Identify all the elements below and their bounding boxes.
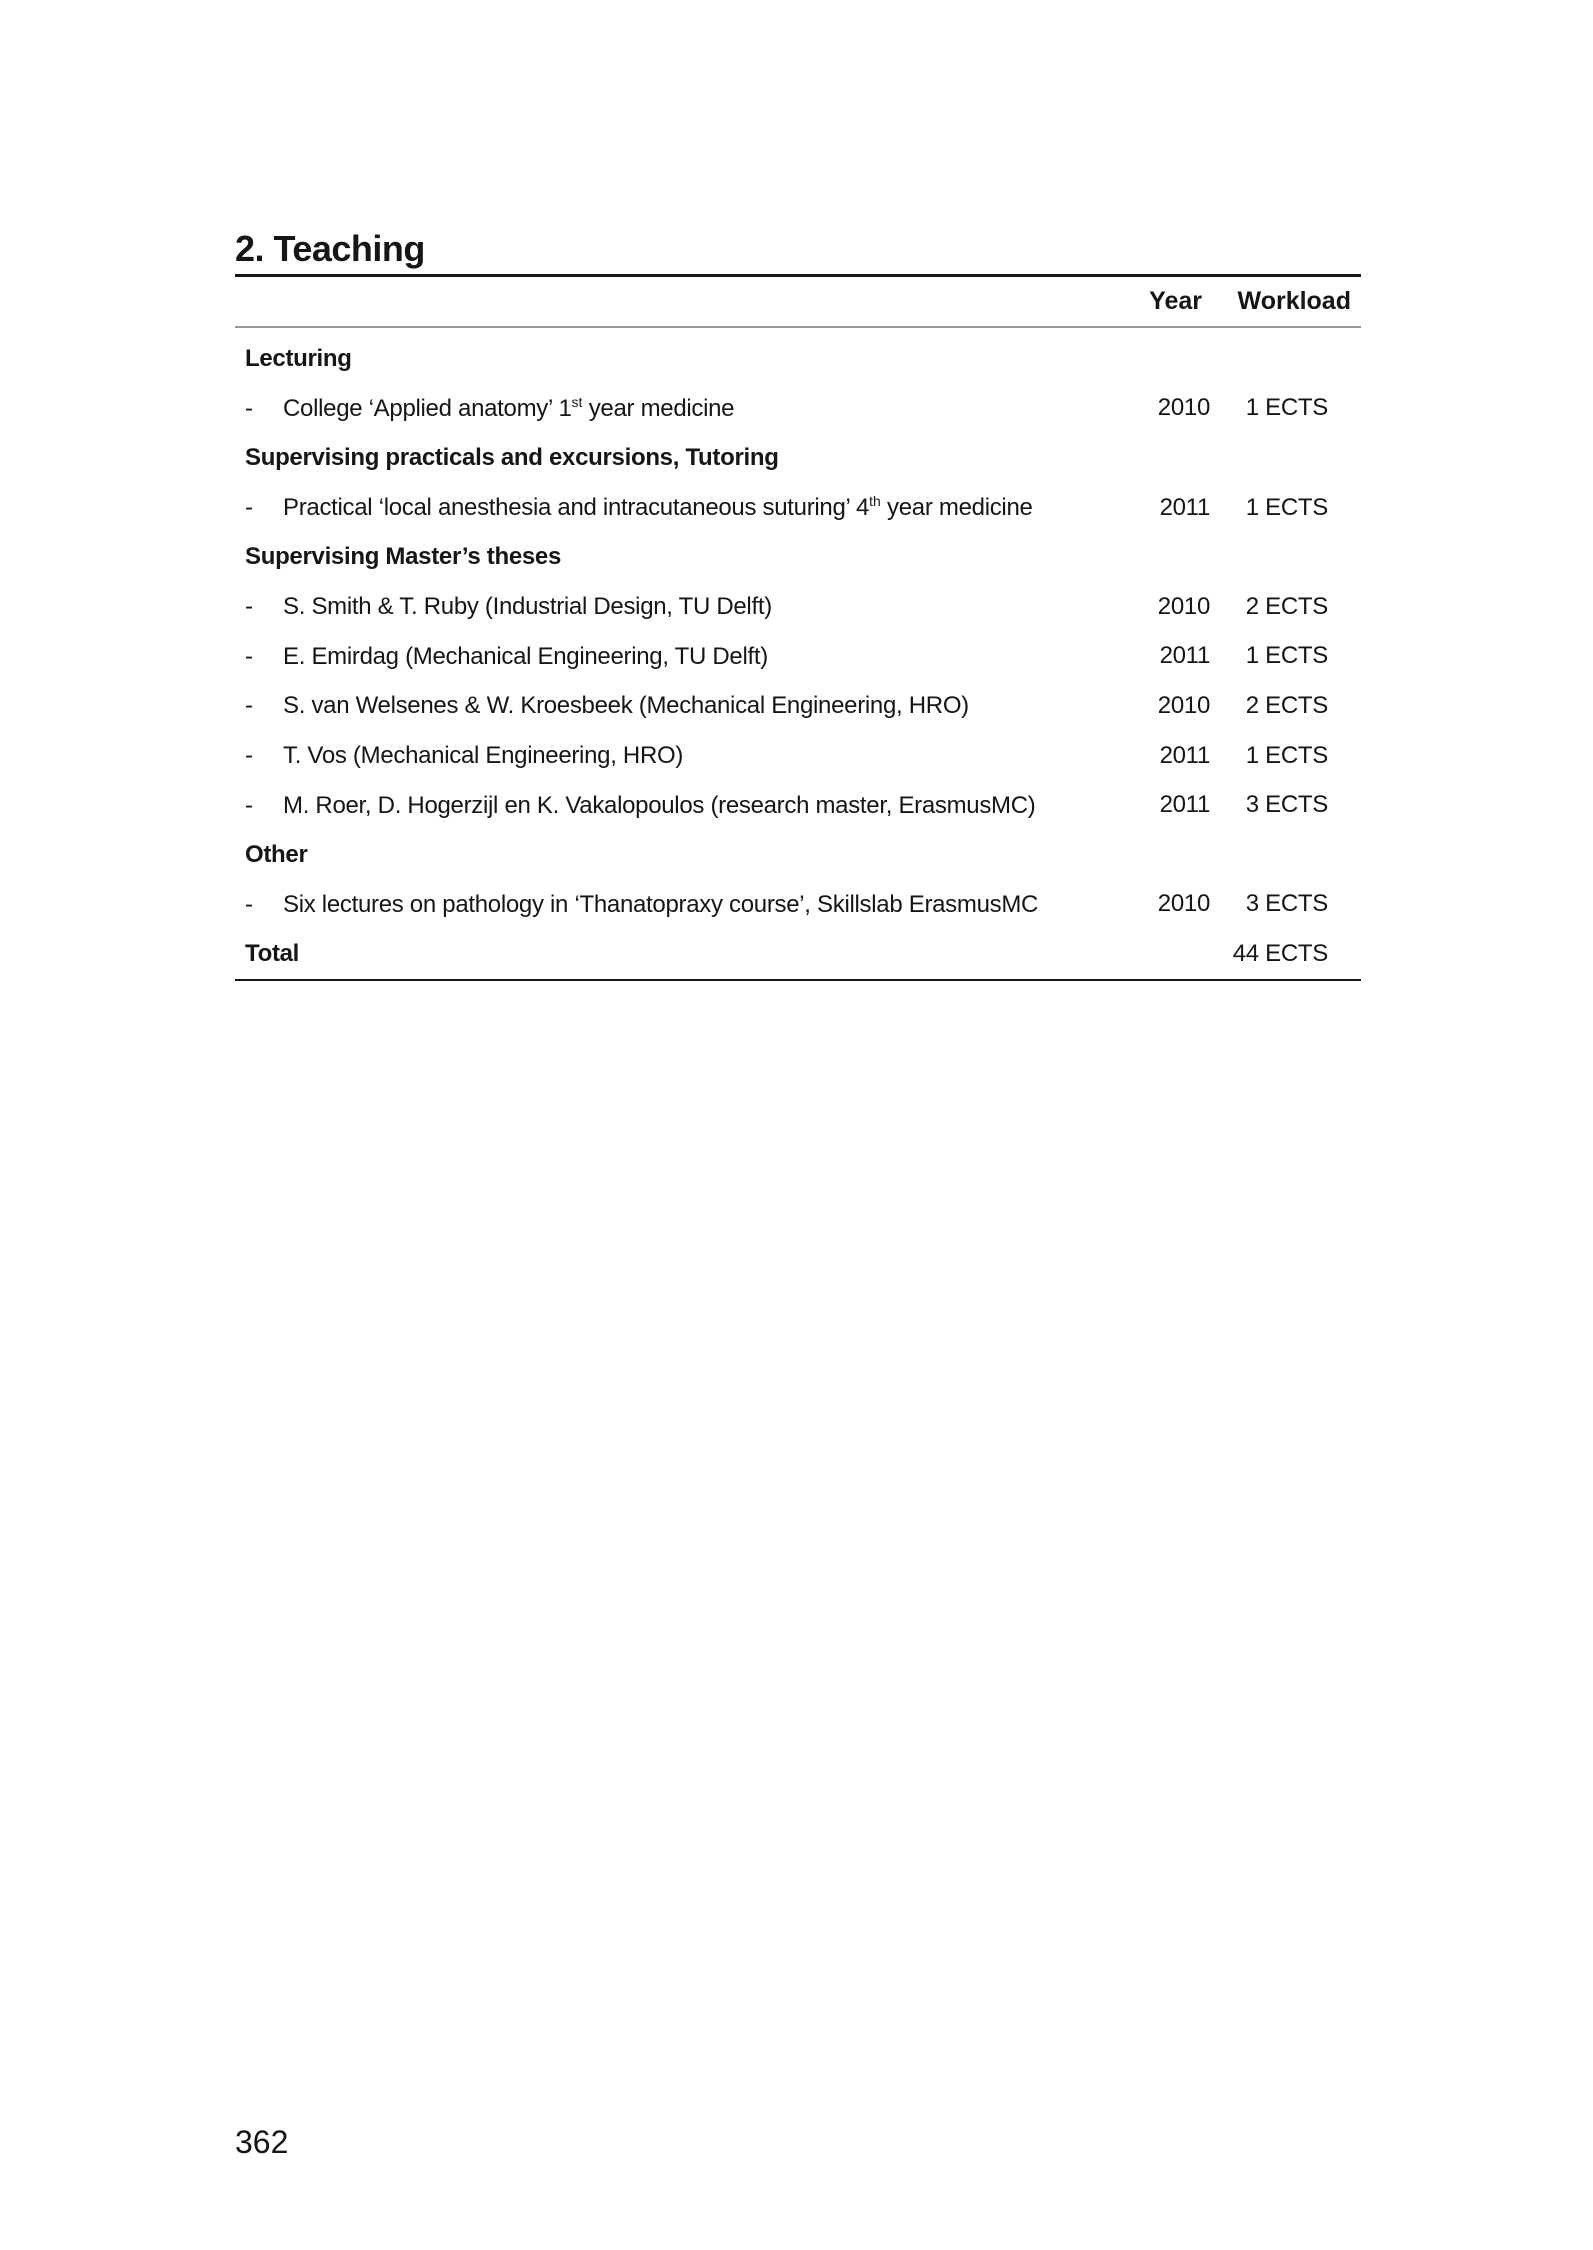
teaching-section (235, 228, 1361, 981)
activity-cell (235, 890, 1110, 919)
section-heading-other: Other (245, 840, 308, 868)
table-row-item (235, 582, 1361, 632)
section-heading-masters-theses: Supervising Master’s theses (245, 543, 562, 571)
bullet-dash: - (245, 890, 253, 918)
superscript: st (571, 393, 583, 410)
bullet-dash: - (245, 791, 253, 819)
activity-text-pre: Six lectures on pathology in ‘Thanatopraxy course’, Skillslab ErasmusMC (283, 890, 1039, 918)
page-number: 362 (235, 2124, 289, 2160)
bullet-dash: - (245, 494, 253, 522)
table-row-item (235, 780, 1361, 830)
table-row-item (235, 731, 1361, 781)
activity-text (283, 792, 1035, 819)
year-value: 2010 (1157, 890, 1210, 918)
activity-text-pre: S. Smith & T. Ruby (Industrial Design, TU Delft) (283, 593, 772, 621)
activity-text-pre: S. van Welsenes & W. Kroesbeek (Mechanical Engineering, HRO) (283, 692, 969, 720)
year-value: 2010 (1157, 592, 1210, 620)
total-label: Total (245, 939, 300, 967)
year-value: 2011 (1159, 741, 1210, 769)
workload-value: 2 ECTS (1245, 592, 1328, 620)
year-column-header: Year (1149, 287, 1202, 315)
activity-cell (235, 592, 1110, 621)
table-header-row (235, 277, 1361, 328)
superscript: th (869, 493, 881, 510)
table-row-item (235, 632, 1361, 682)
bullet-dash: - (245, 742, 253, 770)
activity-text (283, 395, 734, 422)
section-heading-lecturing: Lecturing (245, 344, 352, 372)
table-row-total (235, 929, 1361, 981)
table-row-section (235, 334, 1361, 384)
activity-text (283, 692, 969, 719)
activity-text-pre: Practical ‘local anesthesia and intracutaneous suturing’ 4 (283, 494, 870, 522)
workload-value: 1 ECTS (1245, 493, 1328, 521)
workload-column-header: Workload (1237, 287, 1351, 315)
table-row-section (235, 433, 1361, 483)
year-value: 2011 (1159, 791, 1210, 819)
year-value: 2011 (1159, 493, 1210, 521)
workload-value: 3 ECTS (1245, 890, 1328, 918)
activity-text-pre: M. Roer, D. Hogerzijl en K. Vakalopoulos (research master, ErasmusMC) (283, 791, 1036, 819)
bullet-dash: - (245, 642, 253, 670)
bullet-dash: - (245, 692, 253, 720)
workload-value: 1 ECTS (1245, 394, 1328, 422)
year-value: 2011 (1159, 642, 1210, 670)
workload-value: 1 ECTS (1245, 642, 1328, 670)
table-row-section (235, 830, 1361, 880)
activity-text-post: year medicine (880, 494, 1033, 522)
year-value: 2010 (1157, 691, 1210, 719)
activity-cell (235, 642, 1110, 671)
workload-value: 1 ECTS (1245, 741, 1328, 769)
activity-cell (235, 493, 1110, 522)
table-row-section (235, 532, 1361, 582)
section-heading-practicals: Supervising practicals and excursions, Tutoring (245, 443, 779, 471)
activity-text (283, 742, 683, 769)
page-title: 2. Teaching (235, 228, 1361, 277)
table-body (235, 328, 1361, 981)
activity-text-post: year medicine (582, 394, 735, 422)
activity-text-pre: E. Emirdag (Mechanical Engineering, TU Delft) (283, 642, 768, 670)
bullet-dash: - (245, 394, 253, 422)
activity-text (283, 891, 1038, 918)
bullet-dash: - (245, 593, 253, 621)
activity-text-pre: College ‘Applied anatomy’ 1 (283, 394, 572, 422)
total-workload-value: 44 ECTS (1232, 939, 1328, 967)
workload-value: 2 ECTS (1245, 691, 1328, 719)
activity-cell (235, 791, 1110, 820)
table-row-item (235, 483, 1361, 533)
activity-text (283, 593, 772, 620)
table-row-item (235, 681, 1361, 731)
workload-value: 3 ECTS (1245, 791, 1328, 819)
activity-cell (235, 691, 1110, 720)
table-row-item (235, 384, 1361, 434)
activity-cell (235, 741, 1110, 770)
year-value: 2010 (1157, 394, 1210, 422)
activity-cell (235, 394, 1110, 423)
activity-text (283, 643, 768, 670)
table-row-item (235, 880, 1361, 930)
activity-text (283, 494, 1033, 521)
activity-text-pre: T. Vos (Mechanical Engineering, HRO) (283, 742, 684, 770)
